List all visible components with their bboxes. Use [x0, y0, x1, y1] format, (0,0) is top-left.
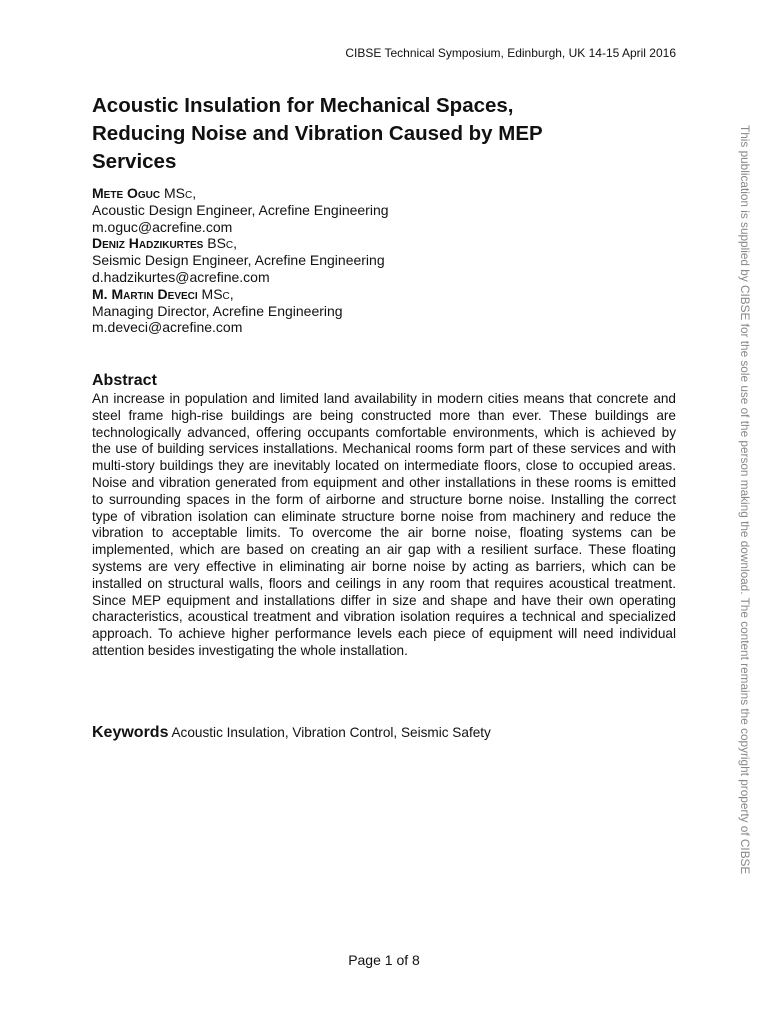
- author-block: [92, 235, 652, 285]
- keywords-text: Acoustic Insulation, Vibration Control, Seismic Safety: [168, 725, 491, 740]
- author-list: [92, 185, 652, 336]
- author-line: [92, 185, 652, 202]
- author-email[interactable]: m.oguc@acrefine.com: [92, 218, 233, 235]
- author-name: Mete Oguc: [92, 185, 161, 201]
- page-number: Page 1 of 8: [348, 952, 420, 968]
- abstract-text: An increase in population and limited land availability in modern cities means that concrete and steel frame high-rise buildings are being constructed more than ever. These buildings are technologically advanced, offering occupants comfortable environments, which is achieved by the use of building services installations. Mechanical rooms form part of these services and with multi-story buildings they are inevitably located on intermediate floors, close to occupied areas. Noise and vibration generated from equipment and other installations in these rooms is emitted to surrounding spaces in the form of airborne and structure borne noise. Installing the correct type of vibration isolation can eliminate structure borne noise from machinery and reduce the vibration to acceptable limits. To overcome the air borne noise, floating systems can be implemented, which are based on creating an air gap with a resilient surface. These floating systems are very effective in eliminating air borne noise by acting as barriers, which can be installed on structural walls, floors and ceilings in any room that requires acoustical treatment. Since MEP equipment and installations differ in size and shape and have their own operating characteristics, acoustical treatment and vibration isolation requires a technical and specialized approach. To achieve higher performance levels each piece of equipment will need individual attention besides investigating the whole installation.: [92, 391, 676, 658]
- author-role: Seismic Design Engineer, Acrefine Engineering: [92, 252, 385, 269]
- author-role: Acoustic Design Engineer, Acrefine Engineering: [92, 201, 389, 218]
- author-email[interactable]: m.deveci@acrefine.com: [92, 319, 243, 336]
- author-degree: MSc,: [160, 185, 197, 201]
- keywords: [92, 724, 676, 742]
- abstract-heading: Abstract: [92, 372, 157, 389]
- author-block: [92, 286, 652, 336]
- author-block: [92, 185, 652, 235]
- paper-title: [92, 92, 652, 176]
- author-name: M. Martin Deveci: [92, 285, 198, 302]
- title-line-3: Services: [92, 150, 177, 173]
- author-line: [92, 235, 652, 252]
- author-line: [92, 286, 652, 303]
- author-degree: BSc,: [203, 235, 238, 252]
- copyright-side-note: This publication is supplied by CIBSE for the sole use of the person making the download. The content remains the copyright property of CIBSE: [738, 125, 752, 875]
- conference-header: CIBSE Technical Symposium, Edinburgh, UK 14-15 April 2016: [345, 46, 676, 60]
- author-name: Deniz Hadzikurtes: [92, 235, 204, 252]
- author-degree: MSc,: [197, 285, 234, 302]
- title-line-2: Reducing Noise and Vibration Caused by MEP: [92, 122, 543, 145]
- author-email[interactable]: d.hadzikurtes@acrefine.com: [92, 268, 270, 285]
- keywords-label: Keywords: [92, 724, 169, 741]
- title-line-1: Acoustic Insulation for Mechanical Spaces,: [92, 94, 514, 117]
- author-role: Managing Director, Acrefine Engineering: [92, 302, 343, 319]
